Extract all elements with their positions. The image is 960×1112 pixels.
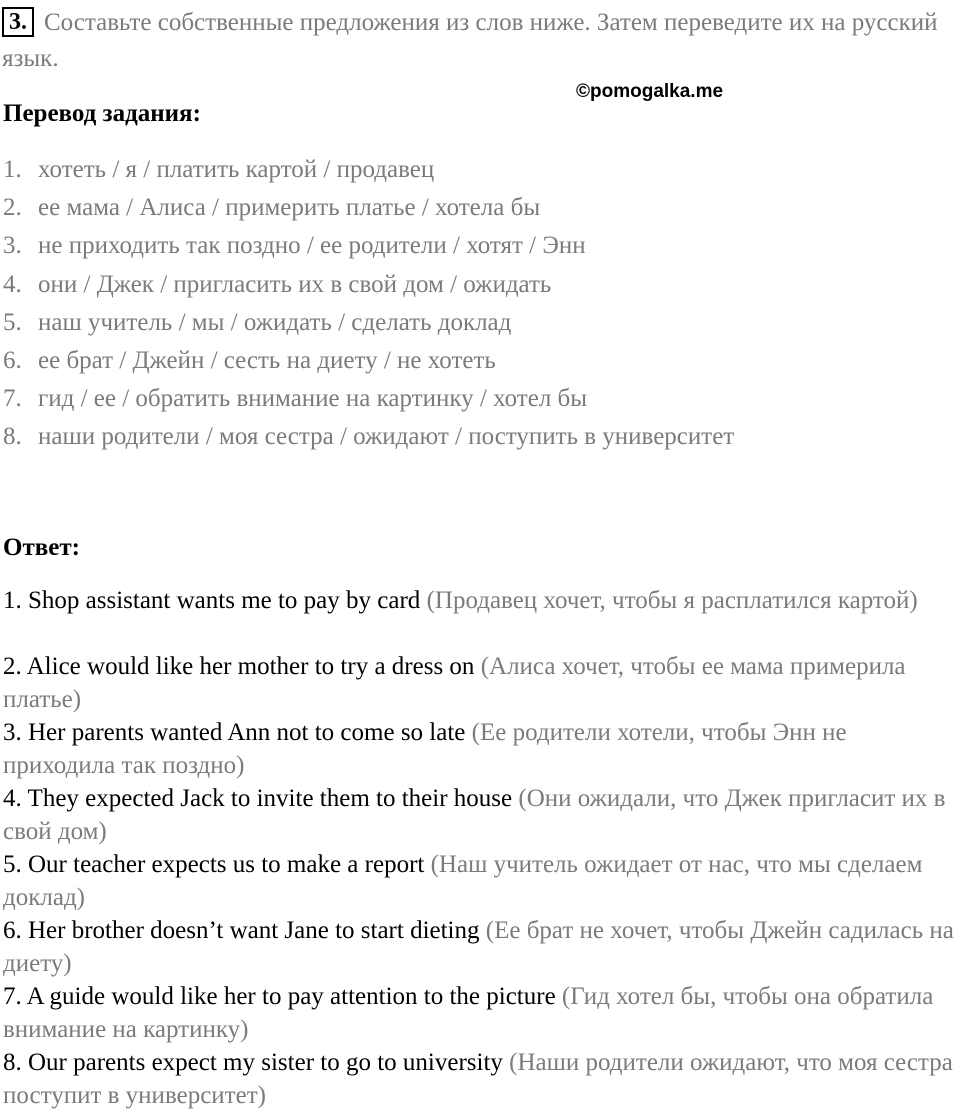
answer-english: 5. Our teacher expects us to make a report xyxy=(3,851,425,878)
answer-item xyxy=(3,848,960,914)
translation-list xyxy=(3,151,734,457)
item-number: 4. xyxy=(3,270,22,298)
item-number: 6. xyxy=(3,346,22,374)
answer-item xyxy=(3,782,960,848)
watermark: ©pomogalka.me xyxy=(576,81,724,102)
answer-russian: (Гид хотел бы, чтобы она обратила внимание на картинку) xyxy=(3,983,934,1043)
list-item xyxy=(3,418,734,456)
item-text: гид / ее / обратить внимание на картинку / хотел бы xyxy=(38,385,588,413)
item-text: хотеть / я / платить картой / продавец xyxy=(38,156,435,183)
answer-item xyxy=(3,914,960,980)
answer-english: 4. They expected Jack to invite them to their house xyxy=(3,785,513,812)
answer-russian: (Ее брат не хочет, чтобы Джейн садилась на диету) xyxy=(3,917,954,977)
answer-english: 6. Her brother doesn’t want Jane to start dieting xyxy=(3,917,480,944)
answer-item xyxy=(3,650,960,716)
item-number: 5. xyxy=(3,308,22,336)
answer-item xyxy=(3,716,960,782)
item-text: ее мама / Алиса / примерить платье / хотела бы xyxy=(38,194,541,222)
list-item xyxy=(3,151,734,189)
answer-english: 8. Our parents expect my sister to go to university xyxy=(3,1049,503,1076)
item-number: 1. xyxy=(3,156,22,183)
answer-list xyxy=(3,584,960,1112)
answer-item xyxy=(3,1046,960,1112)
task-header xyxy=(2,5,952,77)
item-number: 7. xyxy=(3,385,22,413)
answer-english: 7. A guide would like her to pay attention to the picture xyxy=(3,983,556,1010)
answer-english: 2. Alice would like her mother to try a dress on xyxy=(3,653,475,680)
translation-heading: Перевод задания: xyxy=(3,100,201,127)
list-item xyxy=(3,380,734,418)
item-text: наши родители / моя сестра / ожидают / поступить в университет xyxy=(38,423,735,451)
item-text: ее брат / Джейн / сесть на диету / не хотеть xyxy=(38,346,496,374)
answer-english: 1. Shop assistant wants me to pay by card xyxy=(3,587,421,614)
item-text: не приходить так поздно / ее родители / хотят / Энн xyxy=(38,232,586,260)
list-item xyxy=(3,227,734,265)
item-number: 3. xyxy=(3,232,22,260)
item-number: 2. xyxy=(3,194,22,222)
answer-heading: Ответ: xyxy=(3,534,80,561)
list-item xyxy=(3,304,734,342)
list-item xyxy=(3,266,734,304)
item-number: 8. xyxy=(3,423,22,451)
list-item xyxy=(3,189,734,227)
task-number-badge: 3. xyxy=(2,7,34,37)
item-text: наш учитель / мы / ожидать / сделать доклад xyxy=(38,308,512,336)
answer-russian: (Продавец хочет, чтобы я расплатился картой) xyxy=(426,587,918,614)
answer-english: 3. Her parents wanted Ann not to come so late xyxy=(3,719,466,746)
answer-russian: (Наш учитель ожидает от нас, что мы сделаем доклад) xyxy=(3,851,923,911)
answer-russian: (Они ожидали, что Джек пригласит их в свой дом) xyxy=(3,785,946,845)
list-item xyxy=(3,342,734,380)
answer-russian: (Алиса хочет, чтобы ее мама примерила платье) xyxy=(3,653,906,713)
answer-russian: (Наши родители ожидают, что моя сестра поступит в университет) xyxy=(3,1049,953,1109)
answer-russian: (Ее родители хотели, чтобы Энн не приходила так поздно) xyxy=(3,719,847,779)
item-text: они / Джек / пригласить их в свой дом / ожидать xyxy=(38,270,552,298)
answer-item xyxy=(3,584,960,650)
task-instruction: Составьте собственные предложения из слов ниже. Затем переведите их на русский язык. xyxy=(2,9,938,72)
answer-item xyxy=(3,980,960,1046)
